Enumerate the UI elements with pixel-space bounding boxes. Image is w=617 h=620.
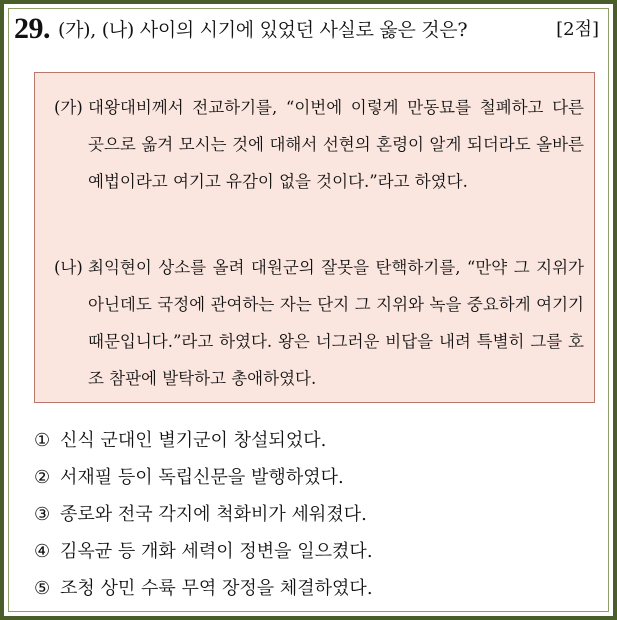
passage-paragraph-ga — [54, 89, 584, 200]
choice-3[interactable] — [34, 496, 594, 533]
choice-4[interactable] — [34, 533, 594, 570]
question-number: 29. — [14, 12, 50, 45]
choice-2[interactable] — [34, 459, 594, 496]
answer-choices — [34, 422, 594, 607]
paragraph-marker: (나) — [54, 258, 83, 277]
paragraph-marker: (가) — [54, 98, 83, 117]
question-text: (가), (나) 사이의 시기에 있었던 사실로 옳은 것은? — [58, 19, 468, 41]
passage-paragraph-na — [54, 249, 584, 397]
paragraph-text: 최익현이 상소를 올려 대원군의 잘못을 탄핵하기를, “만약 그 지위가 아닌데도 국정에 관여하는 자는 단지 그 지위와 녹을 중요하게 여기기 때문입니다.”라고 하였다. 왕은 너그러운 비답을 내려 특별히 그를 호조 참판에 발탁하고 총애하였다. — [88, 258, 584, 388]
choice-number: ④ — [34, 541, 51, 562]
question-score: [2점] — [556, 19, 599, 40]
choice-5[interactable] — [34, 570, 594, 607]
choice-number: ⑤ — [34, 578, 51, 599]
choice-text: 김옥균 등 개화 세력이 정변을 일으켰다. — [60, 541, 373, 562]
choice-number: ① — [34, 430, 51, 451]
choice-number: ② — [34, 467, 51, 488]
choice-text: 서재필 등이 독립신문을 발행하였다. — [60, 467, 344, 488]
choice-text: 신식 군대인 별기군이 창설되었다. — [60, 430, 327, 451]
choice-1[interactable] — [34, 422, 594, 459]
choice-text: 종로와 전국 각지에 척화비가 세워졌다. — [60, 504, 367, 525]
choice-number: ③ — [34, 504, 51, 525]
paragraph-text: 대왕대비께서 전교하기를, “이번에 이렇게 만동묘를 철폐하고 다른 곳으로 옮겨 모시는 것에 대해서 선현의 혼령이 알게 되더라도 올바른 예법이라고 여기고 유감이 없을 것이다.”라고 하였다. — [88, 98, 584, 191]
question-header — [14, 12, 599, 46]
source-passage-box — [34, 72, 595, 403]
choice-text: 조청 상민 수륙 무역 장정을 체결하였다. — [60, 578, 373, 599]
